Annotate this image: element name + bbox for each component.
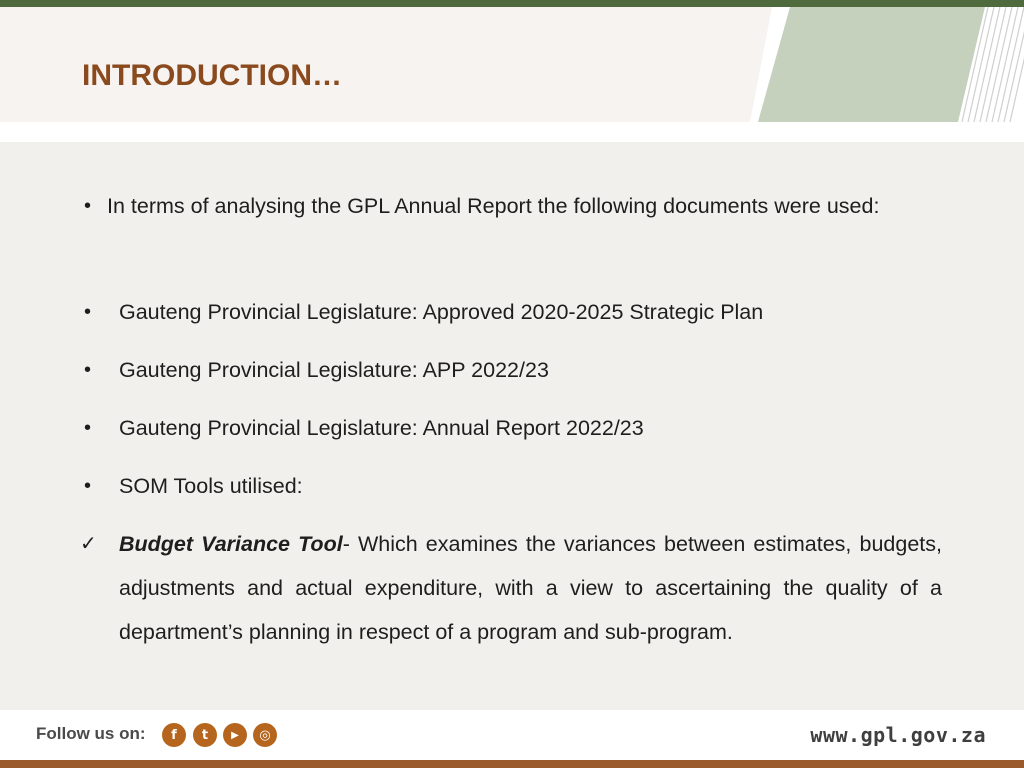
list-item-text: SOM Tools utilised: [119, 474, 303, 498]
twitter-icon[interactable]: t [193, 723, 217, 747]
page-title: INTRODUCTION… [82, 59, 342, 92]
facebook-icon[interactable]: f [162, 723, 186, 747]
list-bullet: • [84, 417, 92, 439]
slide-content [0, 142, 1024, 710]
list-bullet: • [84, 359, 92, 381]
top-rule [0, 0, 1024, 7]
list-bullet: • [84, 475, 92, 497]
list-item-text: Gauteng Provincial Legislature: Annual Report 2022/23 [119, 416, 644, 440]
check-icon: ✓ [80, 533, 97, 555]
youtube-icon[interactable]: ▶ [223, 723, 247, 747]
header-green-panel [758, 7, 985, 122]
tool-description-text: - Which examines the variances between estimates, budgets, adjustments and actual expenditure, with a view to ascertaining the quality of a department’s planning in respect of a program and sub-program. [119, 532, 942, 644]
bottom-rule [0, 760, 1024, 768]
list-item-text: Gauteng Provincial Legislature: Approved 2020-2025 Strategic Plan [119, 300, 764, 324]
list-bullet: • [84, 301, 92, 323]
tool-description-item [80, 522, 942, 654]
footer [0, 710, 1024, 760]
tool-description [119, 522, 942, 654]
tool-term: Budget Variance Tool [119, 532, 343, 556]
intro-text: In terms of analysing the GPL Annual Report the following documents were used: [107, 194, 880, 218]
intro-bullet: • [84, 195, 92, 217]
instagram-icon[interactable]: ◎ [253, 723, 277, 747]
list-item-text: Gauteng Provincial Legislature: APP 2022/23 [119, 358, 549, 382]
follow-label: Follow us on: [36, 724, 146, 743]
header-band [0, 7, 1024, 122]
intro-paragraph [84, 184, 942, 228]
header-divider [0, 122, 1024, 142]
website-link[interactable]: www.gpl.gov.za [810, 723, 986, 747]
